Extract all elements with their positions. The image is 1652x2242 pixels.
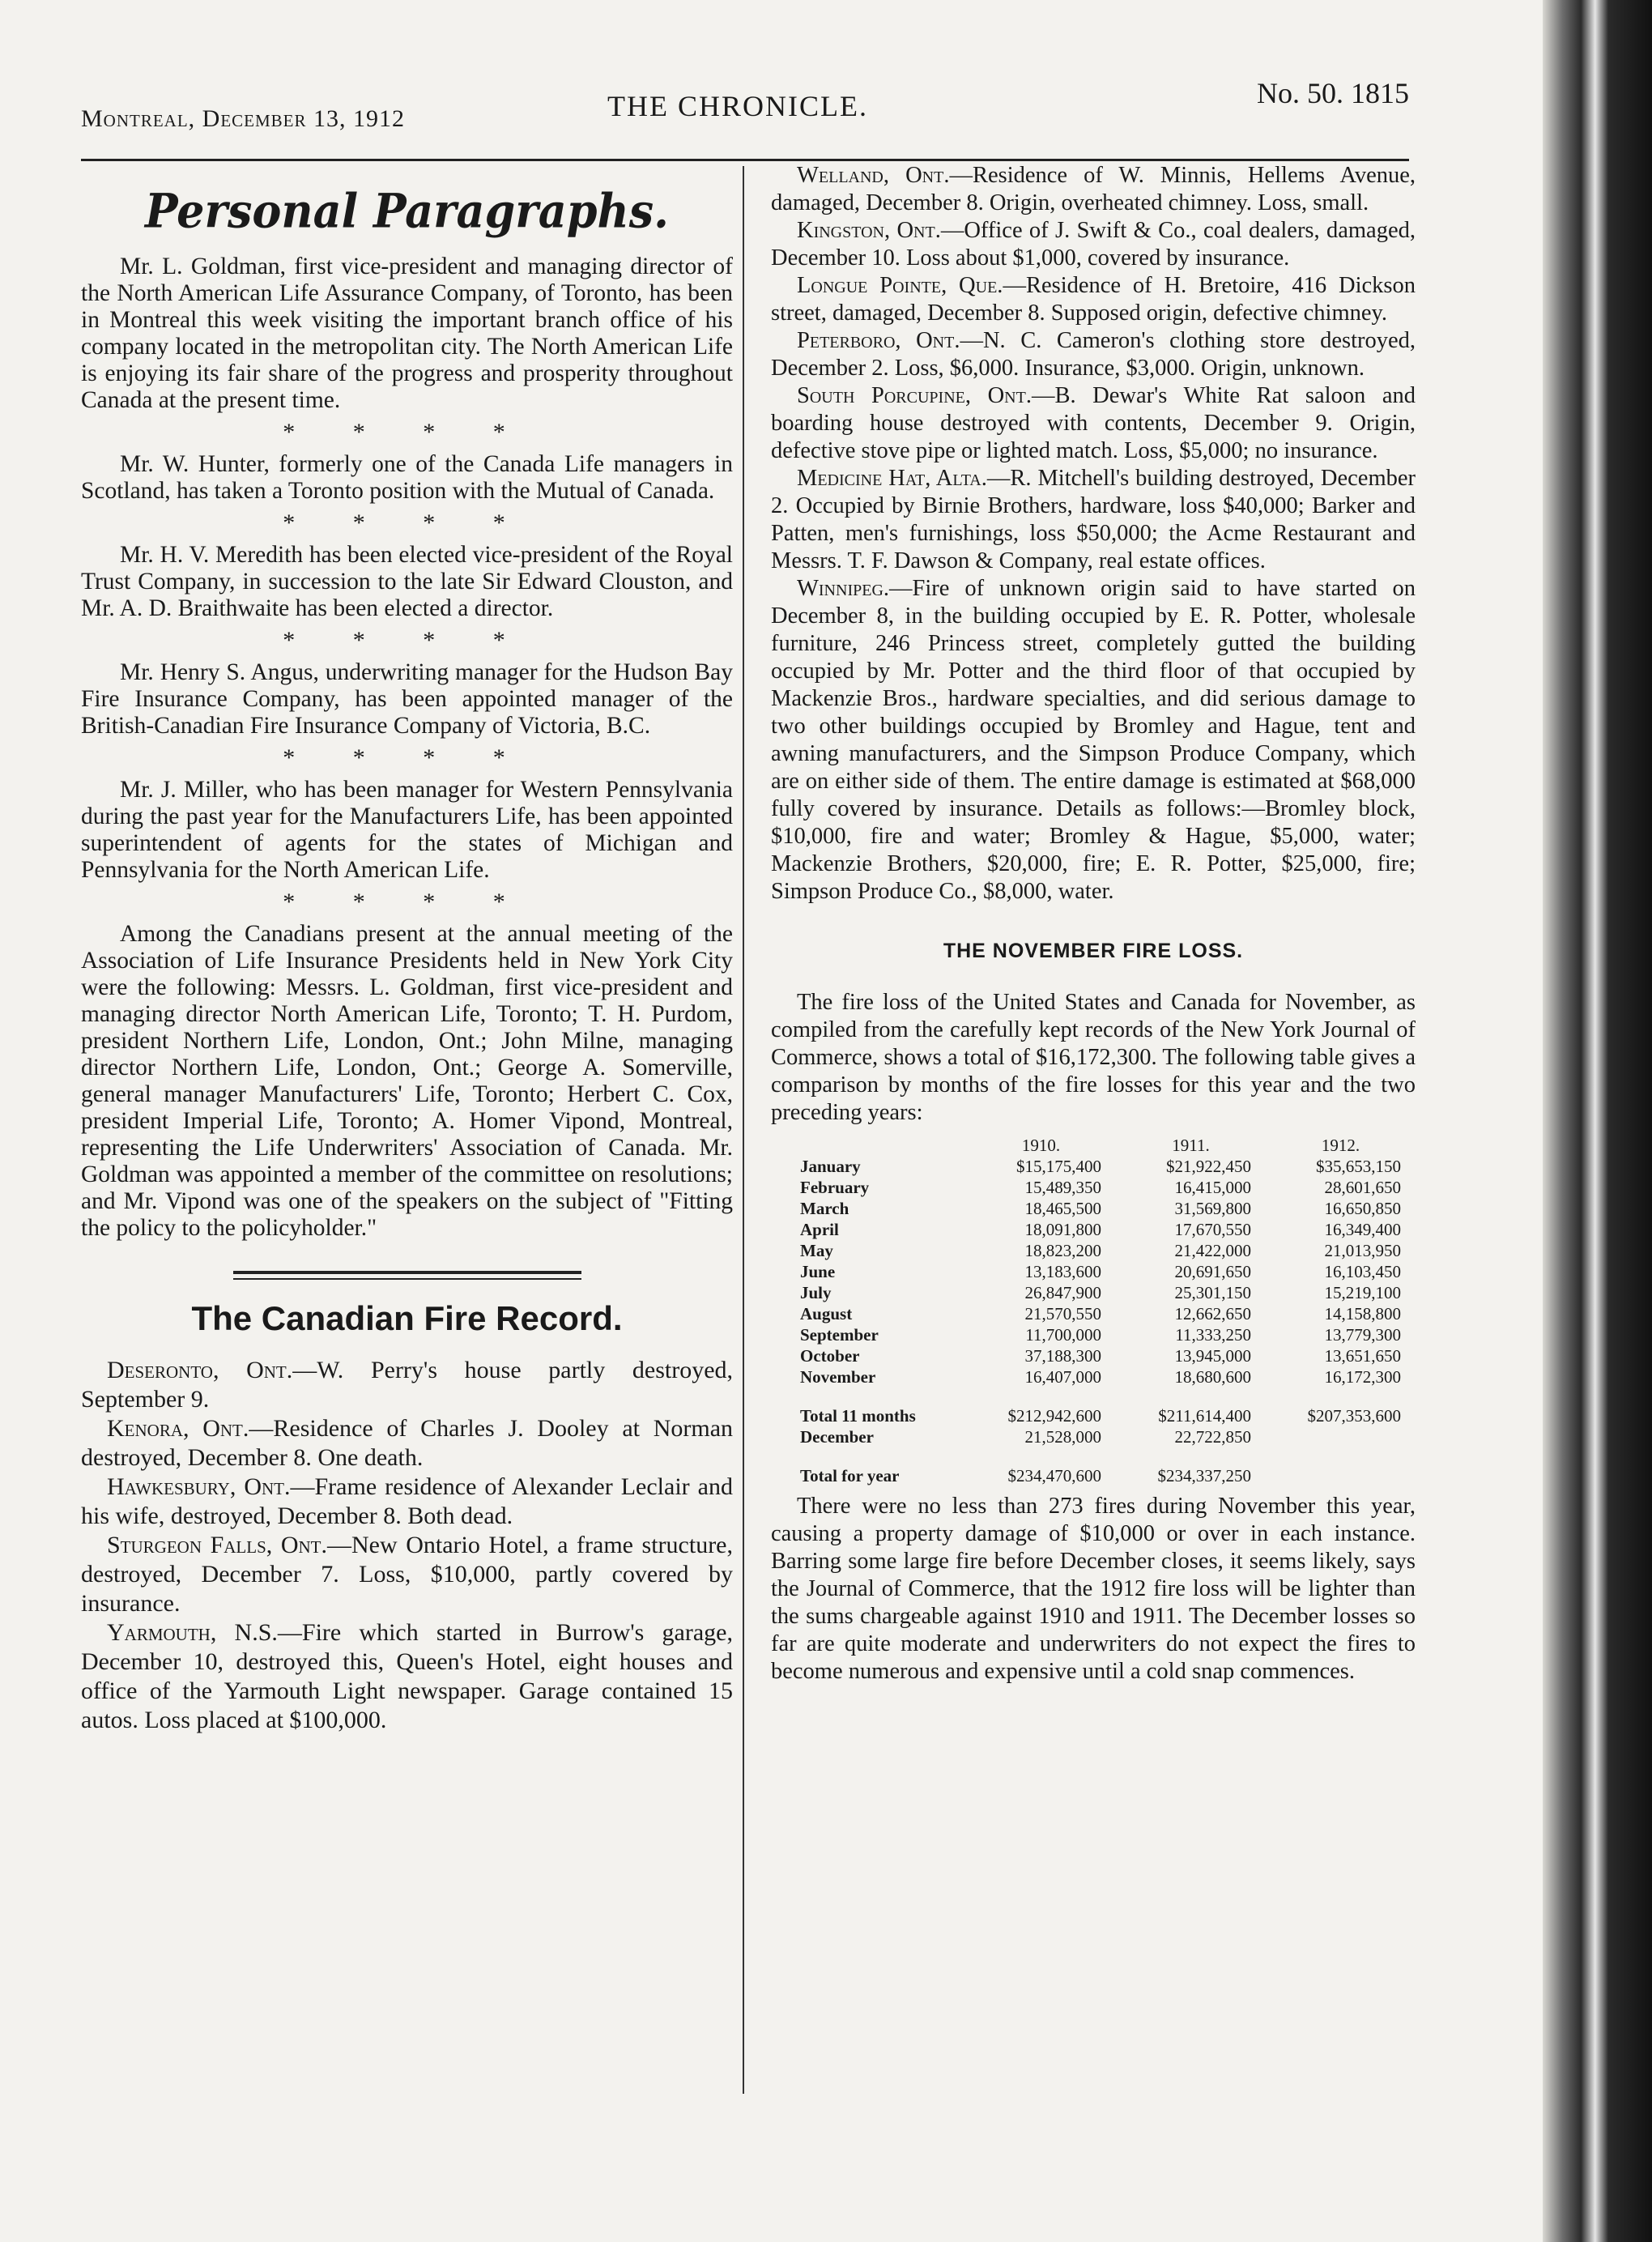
month-label: June [800,1262,836,1281]
table-row [800,1261,1416,1282]
year-header: 1911. [1172,1136,1210,1155]
cell: 16,172,300 [1324,1367,1401,1387]
section-divider [233,1271,581,1280]
fire-entry [771,382,1416,465]
cell: $211,614,400 [1158,1406,1251,1426]
fire-entry [771,162,1416,217]
cell: 21,570,550 [1024,1304,1102,1323]
table-row [800,1387,1416,1426]
cell: $21,922,450 [1165,1157,1251,1176]
november-closing: There were no less than 273 fires during November this year, causing a property damage of $10,000 or over in each instance. Barring some large fire before December closes, it seems likely, says the Journal of Commerce, that the 1912 fire loss will be lighter than the sums chargeable against 1910 and 1911. The December losses so far are quite moderate and underwriters do not expect the fires to become numerous and expensive until a cold snap commences. [771,1494,1416,1684]
fire-entry [81,1531,733,1618]
fire-text: —New Ontario Hotel, a frame structure, destroyed, December 7. Loss, $10,000, partly covered by insurance. [81,1532,734,1617]
cell [1266,1447,1416,1486]
cell: 22,722,850 [1174,1427,1251,1447]
year-header: 1912. [1321,1136,1360,1155]
fire-record-title: The Canadian Fire Record. [191,1299,623,1337]
fire-entry [81,1473,733,1531]
cell: 13,945,000 [1174,1346,1251,1366]
month-label: September [800,1325,879,1345]
table-row [800,1447,1416,1486]
fire-entry [771,465,1416,575]
table-row [800,1177,1416,1198]
separator-stars: * * * * [283,509,531,536]
cell: 18,465,500 [1024,1199,1102,1218]
personal-paragraph: Mr. J. Miller, who has been manager for Western Pennsylvania during the past year for the Manufacturers Life, has been appointed superintendent of agents for the states of Michigan and Pennsylvania for the North American Life. [81,777,733,883]
separator-stars: * * * * [283,744,531,771]
row-label: Total 11 months [800,1406,916,1426]
dateline: Montreal, December 13, 1912 [81,105,406,132]
table-row [800,1219,1416,1240]
cell: 18,091,800 [1024,1220,1102,1239]
cell: $35,653,150 [1316,1157,1401,1176]
fire-text: —Fire which started in Burrow's garage, December 10, destroyed this, Queen's Hotel, eight houses and office of the Yarmouth Light newspaper. Garage contained 15 autos. Loss placed at $100,000. [81,1619,733,1733]
row-label: Total for year [800,1466,900,1485]
personal-paragraph: Mr. Henry S. Angus, underwriting manager for the Hudson Bay Fire Insurance Company, has been appointed manager of the British-Canadian Fire Insurance Company of Victoria, B.C. [81,659,733,739]
table-row [800,1282,1416,1303]
personal-paragraph: Mr. H. V. Meredith has been elected vice-president of the Royal Trust Company, in succession to the late Sir Edward Clouston, and Mr. A. D. Braithwaite has been elected a director. [81,542,733,621]
cell: 26,847,900 [1024,1283,1102,1302]
fire-entry [81,1618,733,1735]
fire-loss-table [800,1135,1416,1486]
cell: 16,407,000 [1024,1367,1102,1387]
month-label: February [800,1178,870,1197]
fire-place: Longue Pointe, Que. [797,273,1003,298]
fire-text: —Frame residence of Alexander Leclair and his wife, destroyed, December 8. Both dead. [81,1473,733,1529]
month-label: January [800,1157,861,1176]
fire-text: —Residence of Charles J. Dooley at Norman destroyed, December 8. One death. [81,1415,734,1471]
personal-paragraphs-title: Personal Paragraphs. [145,182,669,239]
personal-paragraph: Mr. W. Hunter, formerly one of the Canada Life managers in Scotland, has taken a Toronto position with the Mutual of Canada. [81,451,733,504]
month-label: March [800,1199,849,1218]
cell [1266,1426,1416,1447]
cell: 15,489,350 [1024,1178,1102,1197]
fire-place: Hawkesbury, Ont. [107,1473,291,1500]
fire-text: —Residence of H. Bretoire, 416 Dickson street, damaged, December 8. Supposed origin, defective chimney. [771,273,1416,326]
cell: 31,569,800 [1174,1199,1251,1218]
fire-place: Kingston, Ont. [797,218,941,243]
cell: 16,349,400 [1324,1220,1401,1239]
masthead: THE CHRONICLE. [607,90,868,122]
cell: 11,700,000 [1025,1325,1102,1345]
cell: 16,650,850 [1324,1199,1401,1218]
table-row [800,1156,1416,1177]
table-header-row [800,1135,1416,1156]
table-row [800,1366,1416,1387]
cell: $234,337,250 [1157,1466,1251,1485]
cell: 18,680,600 [1174,1367,1251,1387]
table-row [800,1426,1416,1447]
right-column [771,162,1416,1686]
cell: 37,188,300 [1024,1346,1102,1366]
cell: 15,219,100 [1324,1283,1401,1302]
row-label: December [800,1427,874,1447]
cell: 25,301,150 [1174,1283,1251,1302]
cell: $15,175,400 [1016,1157,1102,1176]
fire-entry [771,575,1416,906]
fire-entry [771,217,1416,272]
fire-text: —Office of J. Swift & Co., coal dealers, damaged, December 10. Loss about $1,000, covered by insurance. [771,218,1416,271]
cell: 16,103,450 [1324,1262,1401,1281]
table-row [800,1240,1416,1261]
fire-text: —B. Dewar's White Rat saloon and boarding house destroyed with contents, December 9. Origin, defective stove pipe or lighted match. Loss, $5,000; no insurance. [771,383,1416,463]
fire-place: Deseronto, Ont. [107,1357,293,1383]
fire-place: Yarmouth, N.S. [107,1619,278,1646]
fire-entry [771,327,1416,382]
fire-place: South Porcupine, Ont. [797,383,1032,408]
cell: 21,013,950 [1324,1241,1401,1260]
separator-stars: * * * * [283,889,531,915]
cell: $207,353,600 [1307,1406,1401,1426]
fire-place: Welland, Ont. [797,163,950,188]
fire-text: —Fire of unknown origin said to have started on December 8, in the building occupied by E. R. Potter, wholesale furniture, 246 Princess street, completely gutted the building occupied by Mr. Potter and the third floor of that occupied by Mackenzie Bros., hardware specialties, and did serious damage to two other buildings occupied by Bromley and Hague, tent and awning manufacturers, and the Simpson Produce Company, which are on either side of them. The entire damage is estimated at $68,000 fully covered by insurance. Details as follows:—Bromley block, $10,000, fire and water; Bromley & Hague, $5,000, water; Mackenzie Brothers, $20,000, fire; E. R. Potter, $25,000, fire; Simpson Produce Co., $8,000, water. [771,576,1416,904]
table-row [800,1198,1416,1219]
month-label: May [800,1241,833,1260]
page-number: No. 50. 1815 [1257,77,1409,109]
fire-text: —Residence of W. Minnis, Hellems Avenue, damaged, December 8. Origin, overheated chimney. Loss, small. [771,163,1416,215]
table-row [800,1324,1416,1345]
page-header [81,71,1409,132]
table-row [800,1303,1416,1324]
cell: 14,158,800 [1324,1304,1401,1323]
month-label: July [800,1283,832,1302]
november-intro: The fire loss of the United States and Canada for November, as compiled from the carefully kept records of the New York Journal of Commerce, shows a total of $16,172,300. The following table gives a comparison by months of the fire losses for this year and the two preceding years: [771,990,1416,1125]
fire-entry [81,1414,733,1473]
year-header: 1910. [1021,1136,1061,1155]
left-column [81,174,733,1735]
cell: 18,823,200 [1024,1241,1102,1260]
table-row [800,1345,1416,1366]
fire-place: Medicine Hat, Alta. [797,466,987,491]
cell: 21,528,000 [1024,1427,1102,1447]
cell: 21,422,000 [1174,1241,1251,1260]
fire-entry [81,1356,733,1414]
november-fire-loss-title: THE NOVEMBER FIRE LOSS. [943,940,1244,962]
cell: $212,942,600 [1007,1406,1102,1426]
month-label: August [800,1304,853,1323]
cell: $234,470,600 [1007,1466,1102,1485]
cell: 11,333,250 [1175,1325,1251,1345]
fire-text: —N. C. Cameron's clothing store destroyed, December 2. Loss, $6,000. Insurance, $3,000. Origin, unknown. [771,328,1416,381]
fire-place: Peterboro, Ont. [797,328,960,353]
fire-place: Sturgeon Falls, Ont. [107,1532,327,1558]
column-divider [743,166,744,2094]
book-binding-edge [1543,0,1652,2242]
fire-entry [771,272,1416,327]
cell: 20,691,650 [1174,1262,1251,1281]
month-label: April [800,1220,839,1239]
cell: 17,670,550 [1174,1220,1251,1239]
fire-place: Winnipeg. [797,576,890,601]
cell: 13,183,600 [1024,1262,1102,1281]
month-label: October [800,1346,860,1366]
fire-text: —R. Mitchell's building destroyed, December 2. Occupied by Birnie Brothers, hardware, loss $40,000; Barker and Patten, men's furnishings, loss $50,000; the Acme Restaurant and Messrs. T. F. Dawson & Company, real estate offices. [771,466,1416,573]
cell: 28,601,650 [1324,1178,1401,1197]
cell: 12,662,650 [1174,1304,1251,1323]
fire-text: —W. Perry's house partly destroyed, September 9. [81,1357,734,1413]
personal-paragraph: Mr. L. Goldman, first vice-president and managing director of the North American Life Assurance Company, of Toronto, has been in Montreal this week visiting the important branch office of his company located in the metropolitan city. The North American Life is enjoying its fair share of the progress and prosperity throughout Canada at the present time. [81,254,733,413]
header-rule [81,159,1409,161]
cell: 16,415,000 [1174,1178,1251,1197]
table-body [800,1156,1416,1387]
separator-stars: * * * * [283,627,531,654]
fire-place: Kenora, Ont. [107,1415,249,1442]
separator-stars: * * * * [283,419,531,445]
month-label: November [800,1367,876,1387]
cell: 13,651,650 [1324,1346,1401,1366]
personal-paragraph: Among the Canadians present at the annual meeting of the Association of Life Insurance Presidents held in New York City were the following: Messrs. L. Goldman, first vice-president and managing director North American Life, Toronto; T. H. Purdom, president Northern Life, London, Ont.; John Milne, managing director Northern Life, London, Ont.; George A. Somerville, general manager Manufacturers' Life, Toronto; Herbert C. Cox, president Imperial Life, Toronto; A. Homer Vipond, Montreal, representing the Life Underwriters' Association of Canada. Mr. Goldman was appointed a member of the committee on resolutions; and Mr. Vipond was one of the speakers on the subject of "Fitting the policy to the policyholder." [81,921,733,1241]
cell: 13,779,300 [1324,1325,1401,1345]
